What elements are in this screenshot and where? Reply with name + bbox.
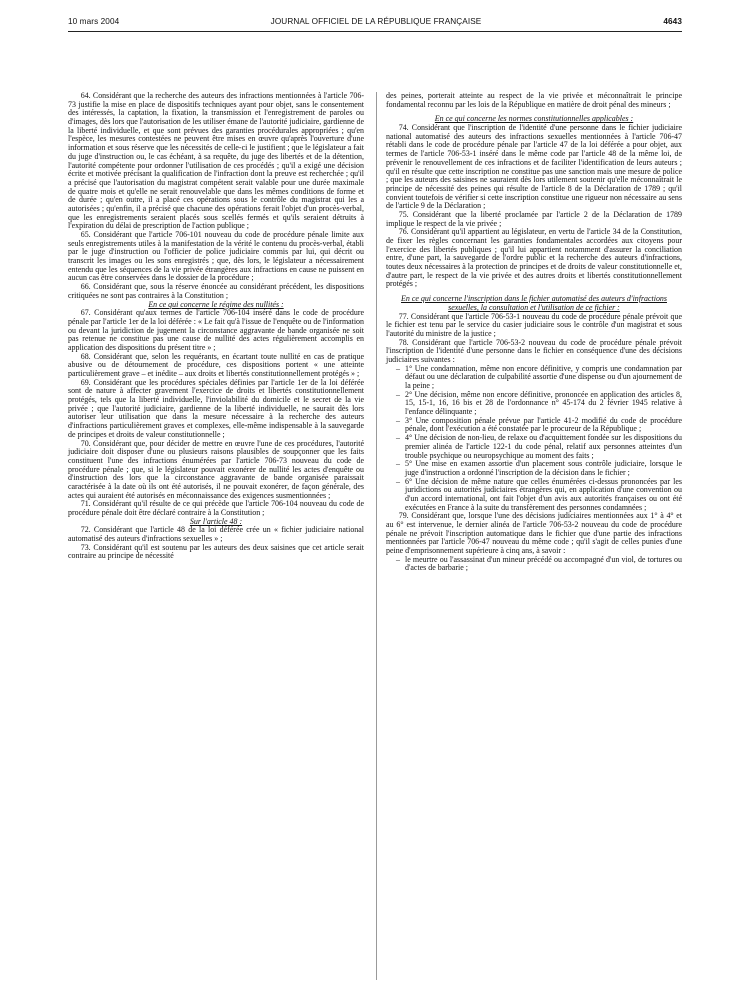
column-separator: [376, 92, 377, 980]
list-item: – 4° Une décision de non-lieu, de relaxe ou d'acquittement fondée sur les dispositions du premier alinéa de l'article 122-1 du code pénal, relatif aux personnes atteintes d'un trouble psychique ou neuropsychique au moment des faits ;: [396, 434, 682, 460]
paragraph-71: 71. Considérant qu'il résulte de ce qui précède que l'article 706-104 nouveau du code de procédure pénale doit être déclaré contraire à la Constitution ;: [68, 499, 364, 517]
paragraph-73: 73. Considérant qu'il est soutenu par les auteurs des deux saisines que cet article serait contraire au principe de nécessité: [68, 542, 364, 561]
section-heading-fichier: En ce qui concerne l'inscription dans le fichier automatisé des auteurs d'infractions sexuelles, la consultation et l'utilisation de ce fichier :: [401, 294, 667, 312]
list-item: – 6° Une décision de même nature que celles énumérées ci-dessus prononcées par les juridictions ou autorités judiciaires étrangères qui, en application d'une convention ou d'un accord international, ont fait l'objet d'un avis aux autorités françaises ou ont été exécutées en France à la suite du transfèrement des personnes condamnées ;: [396, 478, 682, 513]
paragraph-75: 75. Considérant que la liberté proclamée par l'article 2 de la Déclaration de 1789 implique le respect de la vie privée ;: [386, 209, 682, 228]
section-heading-normes: En ce qui concerne les normes constitutionnelles applicables :: [434, 114, 634, 124]
left-column: [68, 92, 364, 561]
paragraph-73-continued: des peines, porterait atteinte au respect de la vie privée et méconnaîtrait le principe fondamental reconnu par les lois de la République en matière de droit pénal des mineurs ;: [386, 91, 682, 109]
paragraph-74: 74. Considérant que l'inscription de l'identité d'une personne dans le fichier judiciaire national automatisé des auteurs des infractions sexuelles mentionnées à l'article 706-47 rétabli dans le code de procédure pénale par l'article 47 de la loi déférée a pour objet, aux termes de l'article 706-53-1 inséré dans le même code par l'article 48 de la même loi, de prévenir le renouvellement de ces infractions et de faciliter l'identification de leurs auteurs ; qu'il en résulte que cette inscription ne constitue pas une sanction mais une mesure de police ; que les auteurs des saisines ne sauraient dès lors utilement soutenir qu'elle méconnaîtrait le principe de nécessité des peines qui résulte de l'article 8 de la Déclaration de 1789 ; qu'il convient toutefois de vérifier si cette inscription constitue une rigueur non nécessaire au sens de l'article 9 de la Déclaration ;: [386, 123, 682, 211]
paragraph-64: 64. Considérant que la recherche des auteurs des infractions mentionnées à l'article 706-73 justifie la mise en place de dispositifs techniques ayant pour objet, sans le consentement des intéressés, la captation, la fixation, la transmission et l'enregistrement de paroles ou d'images, dès lors que l'autorisation de les utiliser émane de l'autorité judiciaire, gardienne de la liberté individuelle, et que sont prévues des garanties procédurales appropriées ; qu'en l'espèce, les mesures contestées ne peuvent être mises en œuvre qu'après l'ouverture d'une information et sous réserve que les nécessités de celle-ci le justifient ; que le législateur a fait du juge d'instruction ou, le cas échéant, à sa requête, du juge des libertés et de la détention, l'autorité compétente pour ordonner l'utilisation de ces procédés ; qu'il a exigé une décision écrite et motivée précisant la qualification de l'infraction dont la preuve est recherchée ; qu'il a précisé que l'autorisation du magistrat compétent serait valable pour une durée maximale de quatre mois et qu'elle ne serait renouvelable que dans les mêmes conditions de forme et de durée ; qu'en outre, il a placé ces opérations sous le contrôle du magistrat qui les a autorisées ; qu'enfin, il a précisé que chacune des opérations ferait l'objet d'un procès-verbal, que les enregistrements seraient placés sous scellés fermés et qu'ils seraient détruits à l'expiration du délai de prescription de l'action publique ;: [68, 91, 364, 231]
decision-list: [386, 365, 682, 513]
list-item: – 3° Une composition pénale prévue par l'article 41-2 modifié du code de procédure pénale, dont l'exécution a été constatée par le procureur de la République ;: [396, 417, 682, 434]
right-column: [386, 92, 682, 573]
section-heading-nullites: En ce qui concerne le régime des nullités :: [148, 299, 284, 309]
paragraph-79: 79. Considérant que, lorsque l'une des décisions judiciaires mentionnées aux 1° à 4° et au 6° est intervenue, le dernier alinéa de l'article 706-53-2 nouveau du code de procédure pénale ne prévoit l'inscription automatique dans le fichier que d'une partie des infractions mentionnées par l'article 706-47 nouveau du même code ; qu'il s'agit de celles punies d'une peine d'emprisonnement supérieure à cinq ans, à savoir :: [386, 511, 682, 556]
list-item: – 2° Une décision, même non encore définitive, prononcée en application des articles 8, 15, 15-1, 16, 16 bis et 28 de l'ordonnance n° 45-174 du 2 février 1945 relative à l'enfance délinquante ;: [396, 391, 682, 417]
paragraph-78: 78. Considérant que l'article 706-53-2 nouveau du code de procédure pénale prévoit l'inscription de l'identité d'une personne dans le fichier en conséquence d'une des décisions judiciaires suivantes :: [386, 337, 682, 364]
paragraph-67: 67. Considérant qu'aux termes de l'article 706-104 inséré dans le code de procédure pénale par l'article 1er de la loi déférée : « Le fait qu'à l'issue de l'enquête ou de l'information ou devant la juridiction de jugement la circonstance aggravante de bande organisée ne soit pas retenue ne constitue pas une cause de nullité des actes régulièrement accomplis en application des dispositions du présent titre » ;: [68, 308, 364, 352]
paragraph-72: 72. Considérant que l'article 48 de la loi déférée crée un « fichier judiciaire national automatisé des auteurs d'infractions sexuelles » ;: [68, 525, 364, 544]
paragraph-69: 69. Considérant que les procédures spéciales définies par l'article 1er de la loi déférée sont de nature à affecter gravement l'exercice de droits et libertés constitutionnellement protégés, tels que la liberté individuelle, l'inviolabilité du domicile et le secret de la vie privée ; que l'autorité judiciaire, gardienne de la liberté individuelle, ne saurait dès lors autoriser leur utilisation que dans la mesure nécessaire à la recherche des auteurs d'infractions particulièrement graves et complexes, elle-même indispensable à la sauvegarde de principes et droits de valeur constitutionnelle ;: [68, 377, 364, 439]
paragraph-77: 77. Considérant que l'article 706-53-1 nouveau du code de procédure pénale prévoit que le fichier est tenu par le service du casier judiciaire sous le contrôle d'un magistrat et sous l'autorité du ministre de la justice ;: [386, 311, 682, 338]
header-title: JOURNAL OFFICIEL DE LA RÉPUBLIQUE FRANÇAISE: [270, 17, 482, 26]
list-item: – 1° Une condamnation, même non encore définitive, y compris une condamnation par défaut ou une déclaration de culpabilité assortie d'une dispense ou d'un ajournement de la peine ;: [396, 365, 682, 391]
paragraph-65: 65. Considérant que l'article 706-101 nouveau du code de procédure pénale limite aux seuls enregistrements utiles à la manifestation de la vérité le contenu du procès-verbal, établi par le juge d'instruction ou l'officier de police judiciaire commis par lui, qui décrit ou transcrit les images ou les sons enregistrés ; que, dès lors, le législateur a nécessairement entendu que les séquences de la vie privée étrangères aux infractions en cause ne puissent en aucun cas être conservées dans le dossier de la procédure ;: [68, 230, 364, 283]
section-heading-article-48: Sur l'article 48 :: [189, 516, 243, 526]
header-rule: [68, 31, 682, 32]
paragraph-70: 70. Considérant que, pour décider de mettre en œuvre l'une de ces procédures, l'autorité judiciaire doit disposer d'une ou plusieurs raisons plausibles de soupçonner que les faits constituent l'une des infractions énumérées par l'article 706-73 nouveau du code de procédure pénale ; que, si le législateur pouvait exonérer de nullité les actes d'enquête ou d'instruction des lors que la circonstance aggravante de bande organisée paraissait caractérisée à la date où ils ont été autorisés, il ne pouvait exonérer, de façon générale, des actes qui auraient été autorisés en méconnaissance des exigences susmentionnées ;: [68, 438, 364, 500]
paragraph-68: 68. Considérant que, selon les requérants, en écartant toute nullité en cas de pratique abusive ou de détournement de procédure, ces dispositions portent « une atteinte particulièrement grave – et inédite – aux droits et libertés constitutionnellement protégés » ;: [68, 351, 364, 378]
offence-list: [386, 556, 682, 573]
paragraph-76: 76. Considérant qu'il appartient au législateur, en vertu de l'article 34 de la Constitution, de fixer les règles concernant les garanties fondamentales accordées aux citoyens pour l'exercice des libertés publiques ; qu'il lui appartient notamment d'assurer la conciliation entre, d'une part, la sauvegarde de l'ordre public et la recherche des auteurs d'infractions, toutes deux nécessaires à la protection de principes et de droits de valeur constitutionnelle et, d'autre part, le respect de la vie privée et des autres droits et libertés constitutionnellement protégés ;: [386, 227, 682, 289]
list-item: – 5° Une mise en examen assortie d'un placement sous contrôle judiciaire, lorsque le juge d'instruction a ordonné l'inscription de la décision dans le fichier ;: [396, 460, 682, 477]
header-page-number: 4643: [663, 17, 682, 26]
paragraph-66: 66. Considérant que, sous la réserve énoncée au considérant précédent, les dispositions critiquées ne sont pas contraires à la Constitution ;: [68, 282, 364, 300]
list-item: – le meurtre ou l'assassinat d'un mineur précédé ou accompagné d'un viol, de tortures ou d'actes de barbarie ;: [396, 556, 682, 573]
header-date: 10 mars 2004: [68, 17, 120, 26]
